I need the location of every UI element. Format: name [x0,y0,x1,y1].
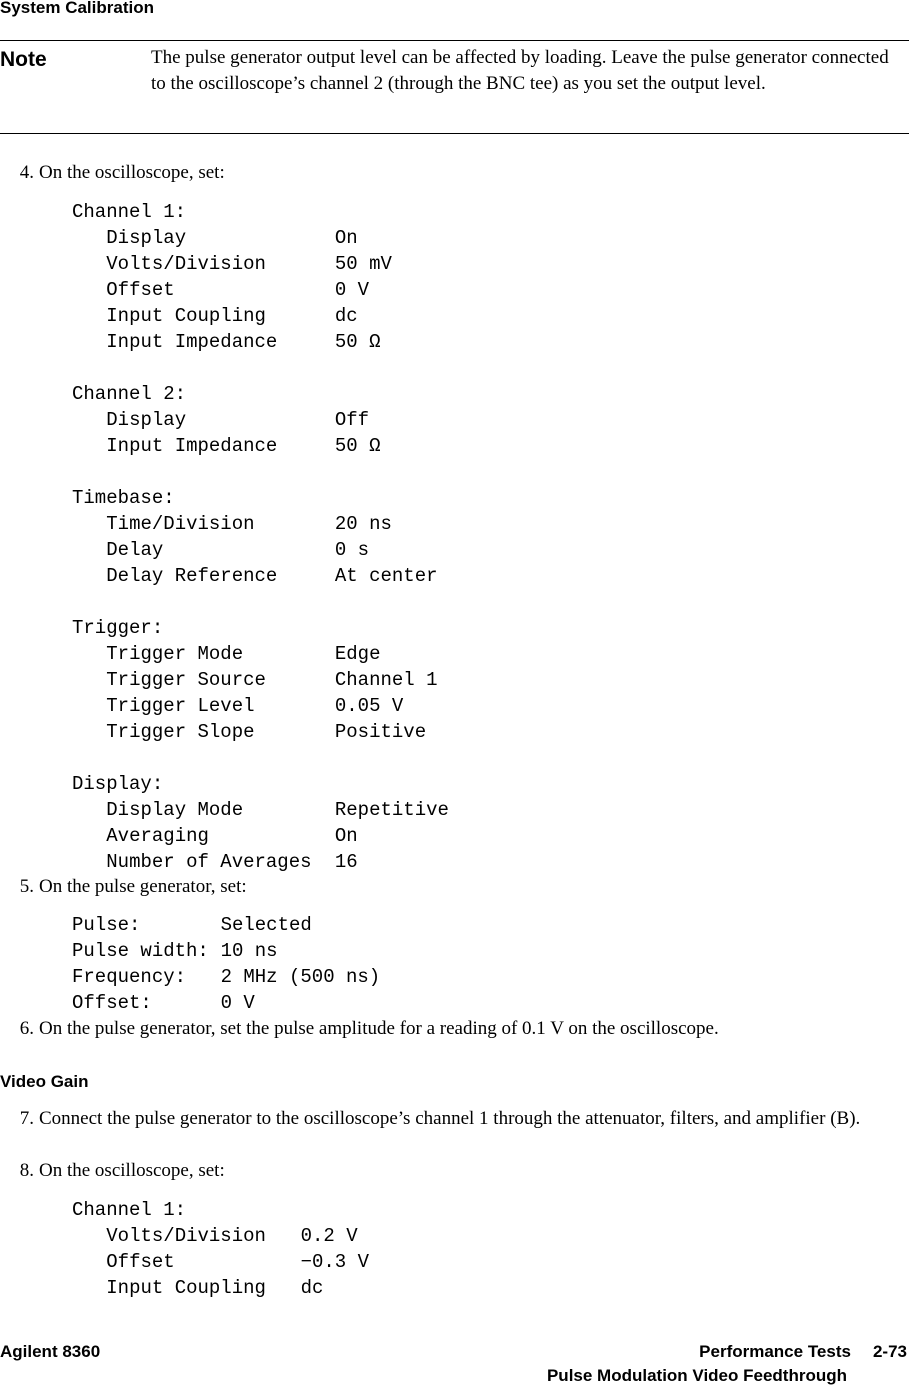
setting-value: dc [300,1277,324,1299]
setting-value: Off [334,409,370,431]
setting-label: Timebase: [72,487,175,509]
setting-value: 50 mV [334,253,392,275]
setting-label: Input Impedance [106,435,278,457]
step-text: On the pulse generator, set the pulse amplitude for a reading of 0.1 V on the oscilloscope. [39,1018,719,1039]
footer-product: Agilent 8360 [0,1342,101,1361]
step-text: On the oscilloscope, set: [39,1160,225,1181]
setting-label: Offset [106,279,175,301]
step-4 [10,160,905,186]
setting-label: Number of Averages [106,851,312,873]
setting-value: 20 ns [334,513,392,535]
setting-label: Trigger Level [106,695,255,717]
setting-label: Display [106,409,187,431]
setting-label: Pulse: [72,914,141,936]
setting-value: −0.3 V [300,1251,370,1273]
setting-label: Delay Reference [106,565,278,587]
setting-value: Positive [334,721,427,743]
setting-label: Channel 1: [72,201,187,223]
footer-chapter [699,1342,907,1362]
setting-label: Channel 2: [72,383,187,405]
setting-value: 2 MHz (500 ns) [220,966,381,988]
setting-value: dc [334,305,358,327]
setting-value: Edge [334,643,381,665]
setting-label: Input Coupling [106,1277,266,1299]
setting-value: 16 [334,851,358,873]
setting-label: Frequency: [72,966,187,988]
step-7 [10,1106,905,1132]
setting-value: At center [334,565,438,587]
setting-value: 0.05 V [334,695,404,717]
setting-label: Input Coupling [106,305,266,327]
step-number: 6. [19,1018,34,1039]
step-text: On the oscilloscope, set: [39,162,225,183]
setting-value: 50 Ω [334,435,381,457]
setting-label: Display: [72,773,164,795]
setting-label: Offset [106,1251,175,1273]
setting-value: Channel 1 [334,669,438,691]
section-header: System Calibration [0,0,154,17]
step-number: 8. [19,1160,34,1181]
step-number: 7. [19,1108,34,1129]
step-6 [10,1016,905,1042]
step-text: On the pulse generator, set: [39,876,247,897]
setting-label: Input Impedance [106,331,278,353]
step-number: 5. [19,876,34,897]
setting-label: Trigger Slope [106,721,255,743]
step-number: 4. [19,162,34,183]
setting-value: Repetitive [334,799,449,821]
setting-value: On [334,825,358,847]
setting-value: Selected [220,914,312,936]
setting-label: Offset: [72,992,152,1014]
step-text: Connect the pulse generator to the oscilloscope’s channel 1 through the attenuator, filters, and amplifier (B). [39,1108,861,1129]
setting-label: Display [106,227,187,249]
setting-label: Channel 1: [72,1199,187,1221]
setting-value: On [334,227,358,249]
setting-value: 0.2 V [300,1225,358,1247]
setting-value: 0 s [334,539,370,561]
setting-value: 50 Ω [334,331,381,353]
setting-value: 10 ns [220,940,278,962]
step-8 [10,1158,905,1184]
setting-label: Trigger: [72,617,164,639]
setting-value: 0 V [220,992,255,1014]
setting-label: Trigger Source [106,669,266,691]
setting-value: 0 V [334,279,370,301]
footer-title: Performance Tests [699,1342,851,1361]
setting-label: Display Mode [106,799,244,821]
setting-label: Trigger Mode [106,643,244,665]
note-label: Note [0,48,47,71]
page-number: 2-73 [872,1342,907,1361]
note-text: The pulse generator output level can be affected by loading. Leave the pulse generator connected to the oscilloscope’s channel 2 (through the BNC tee) as you set the output level. [151,47,889,94]
subheading-video-gain: Video Gain [0,1072,89,1091]
setting-label: Pulse width: [72,940,209,962]
note-top-rule [0,40,909,41]
footer-subtitle: Pulse Modulation Video Feedthrough [546,1366,847,1385]
setting-label: Averaging [106,825,209,847]
setting-label: Delay [106,539,164,561]
setting-label: Time/Division [106,513,255,535]
step-5 [10,874,905,900]
setting-label: Volts/Division [106,253,266,275]
setting-label: Volts/Division [106,1225,266,1247]
note-bottom-rule [0,133,909,134]
